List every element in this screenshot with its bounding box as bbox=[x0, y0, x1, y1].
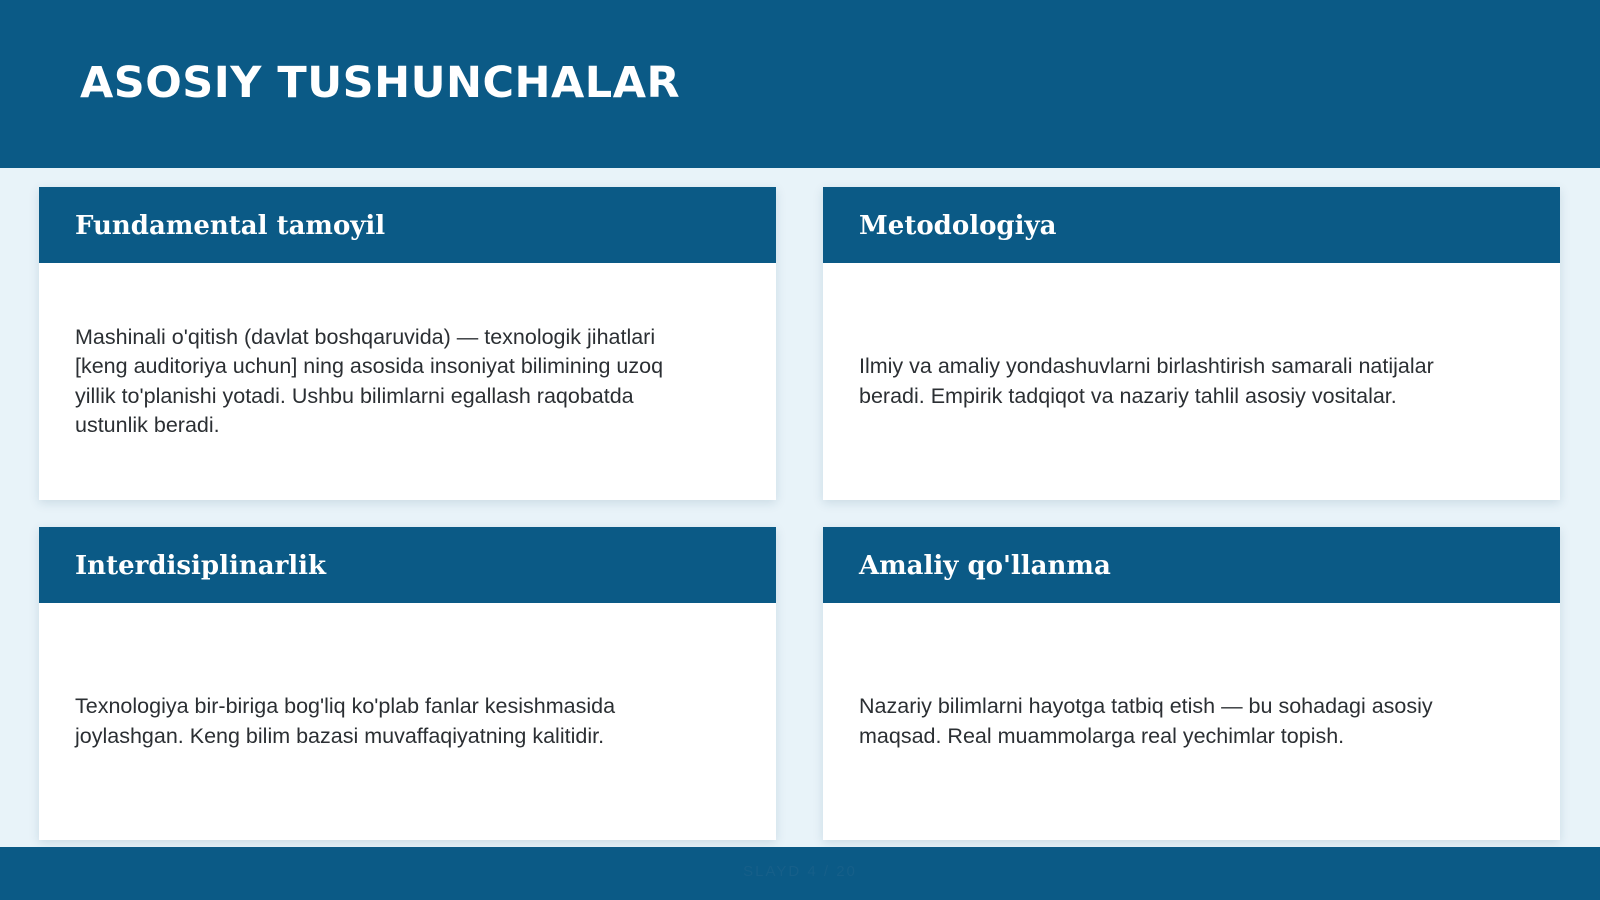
card-body bbox=[39, 263, 776, 500]
card-title: Metodologiya bbox=[859, 211, 1057, 241]
card-title: Interdisiplinarlik bbox=[75, 551, 327, 581]
card-title: Fundamental tamoyil bbox=[75, 211, 386, 241]
card-amaliy-qollanma bbox=[823, 527, 1560, 840]
card-metodologiya bbox=[823, 187, 1560, 500]
card-text: Ilmiy va amaliy yondashuvlarni birlashtirish samarali natijalar beradi. Empirik tadqiqot va nazariy tahlil asosiy vositalar. bbox=[859, 354, 1434, 408]
card-header bbox=[39, 527, 776, 603]
card-body bbox=[39, 603, 776, 840]
header-bar bbox=[0, 0, 1600, 168]
card-text: Nazariy bilimlarni hayotga tatbiq etish — bu sohadagi asosiy maqsad. Real muammolarga real yechimlar topish. bbox=[859, 694, 1433, 748]
card-text: Texnologiya bir-biriga bog'liq ko'plab fanlar kesishmasida joylashgan. Keng bilim bazasi muvaffaqiyatning kalitidir. bbox=[75, 694, 616, 748]
footer-bar bbox=[0, 847, 1600, 900]
card-text: Mashinali o'qitish (davlat boshqaruvida) — texnologik jihatlari [keng auditoriya uchun] ning asosida insoniyat bilimining uzoq yillik to'planishi yotadi. Ushbu bilimlarni egallash raqobatda ustunlik beradi. bbox=[75, 324, 664, 437]
card-header bbox=[823, 527, 1560, 603]
slide-number: SLAYD 4 / 20 bbox=[743, 863, 857, 880]
card-header bbox=[39, 187, 776, 263]
card-body bbox=[823, 603, 1560, 840]
card-title: Amaliy qo'llanma bbox=[859, 551, 1111, 581]
card-header bbox=[823, 187, 1560, 263]
card-interdisiplinarlik bbox=[39, 527, 776, 840]
page-title: ASOSIY TUSHUNCHALAR bbox=[80, 58, 681, 108]
card-fundamental-tamoyil bbox=[39, 187, 776, 500]
card-body bbox=[823, 263, 1560, 500]
